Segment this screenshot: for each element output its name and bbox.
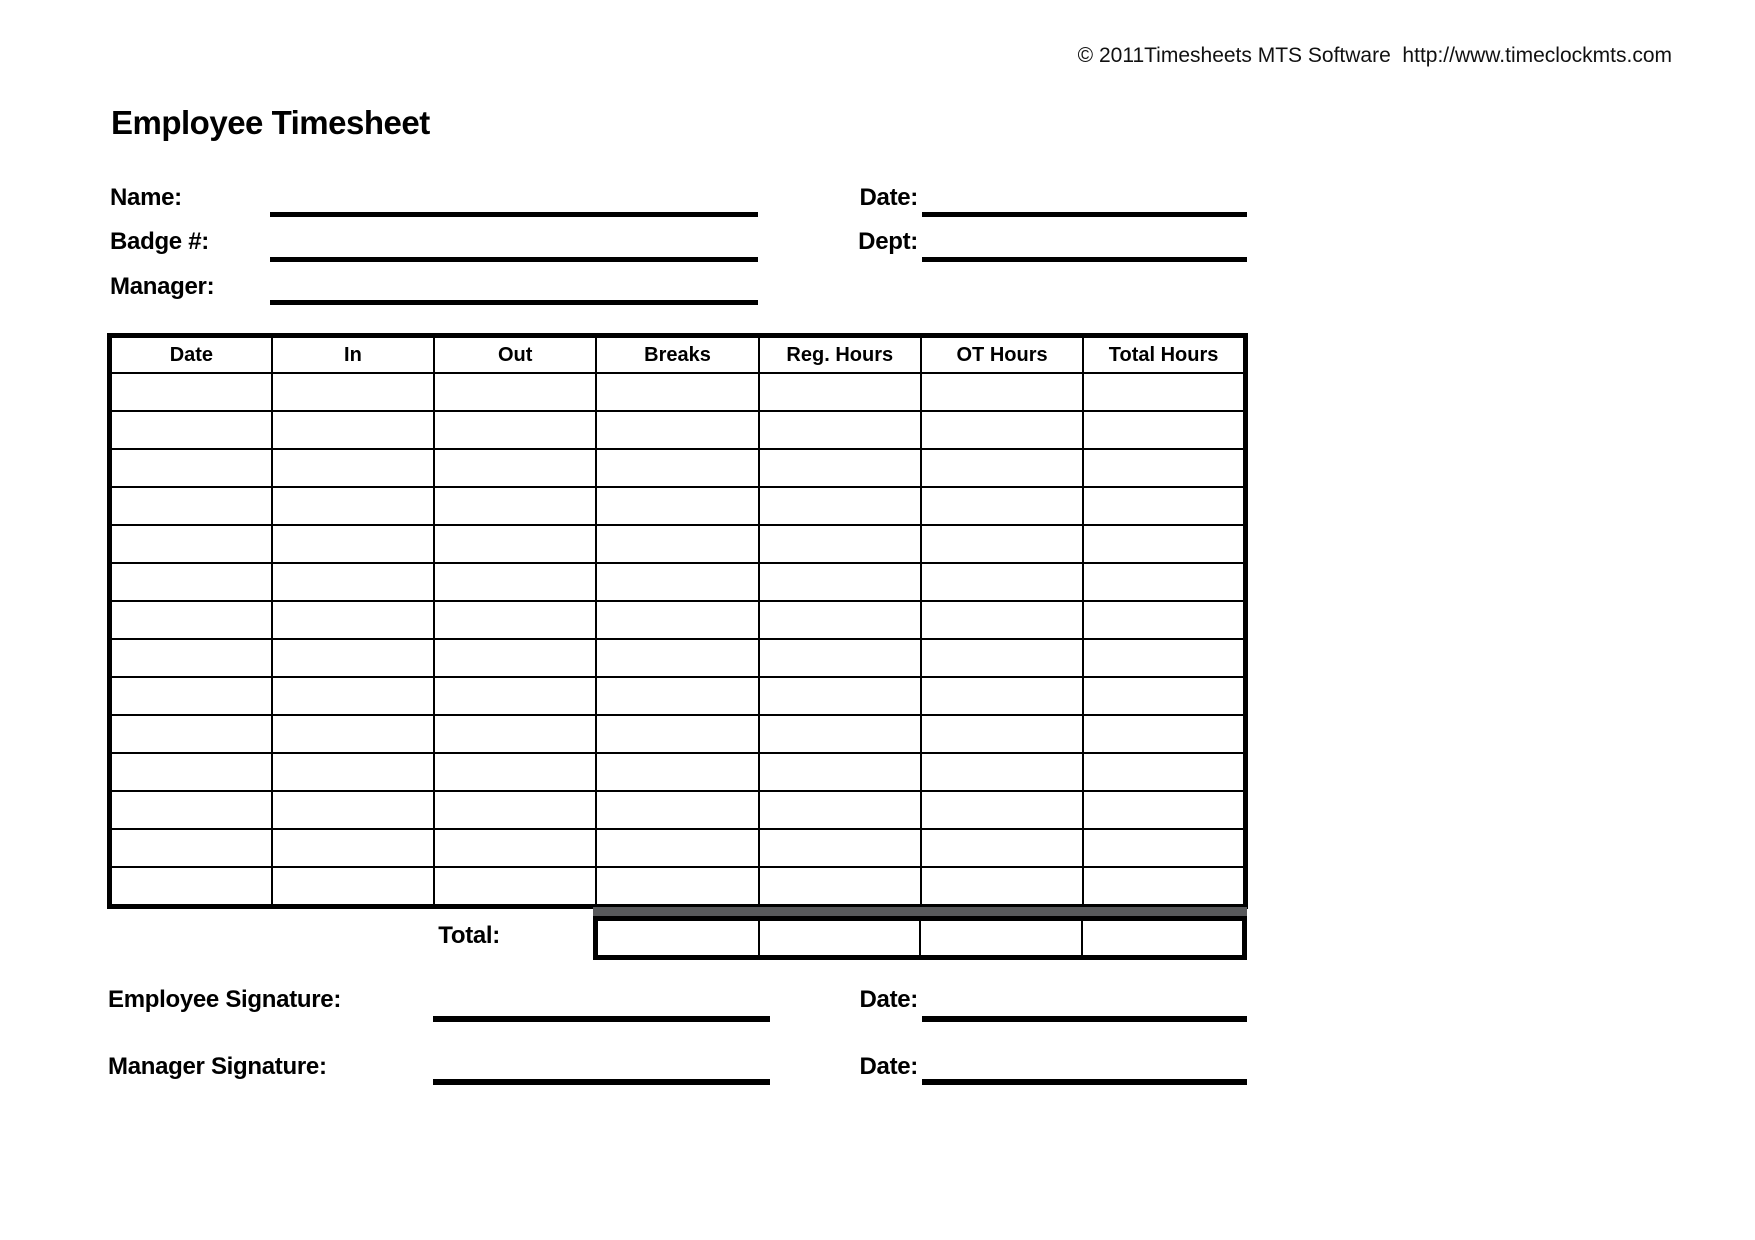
timesheet-cell[interactable] [110, 525, 272, 563]
timesheet-cell[interactable] [596, 753, 758, 791]
timesheet-cell[interactable] [110, 753, 272, 791]
badge-label: Badge #: [110, 228, 209, 255]
timesheet-cell[interactable] [272, 411, 434, 449]
timesheet-cell[interactable] [110, 487, 272, 525]
manager-input-line[interactable] [270, 300, 758, 305]
timesheet-cell[interactable] [596, 867, 758, 907]
timesheet-cell[interactable] [434, 411, 596, 449]
timesheet-cell[interactable] [434, 639, 596, 677]
timesheet-row [110, 677, 1246, 715]
timesheet-row [110, 487, 1246, 525]
timesheet-cell[interactable] [110, 829, 272, 867]
timesheet-cell[interactable] [596, 449, 758, 487]
timesheet-row [110, 829, 1246, 867]
timesheet-cell[interactable] [272, 601, 434, 639]
timesheet-cell[interactable] [434, 753, 596, 791]
timesheet-cell[interactable] [1083, 753, 1245, 791]
timesheet-cell[interactable] [759, 715, 921, 753]
timesheet-cell[interactable] [110, 677, 272, 715]
timesheet-row [110, 525, 1246, 563]
manager-label: Manager: [110, 273, 215, 300]
timesheet-cell[interactable] [434, 867, 596, 907]
timesheet-cell[interactable] [1083, 525, 1245, 563]
timesheet-cell[interactable] [1083, 563, 1245, 601]
column-header-breaks: Breaks [596, 336, 758, 374]
timesheet-cell[interactable] [434, 791, 596, 829]
badge-input-line[interactable] [270, 257, 758, 262]
timesheet-cell[interactable] [1083, 487, 1245, 525]
timesheet-cell[interactable] [596, 411, 758, 449]
column-header-total-hours: Total Hours [1083, 336, 1245, 374]
timesheet-row [110, 867, 1246, 907]
timesheet-cell[interactable] [921, 373, 1083, 411]
timesheet-cell[interactable] [434, 373, 596, 411]
timesheet-row [110, 791, 1246, 829]
page-title: Employee Timesheet [111, 104, 430, 141]
timesheet-cell[interactable] [921, 487, 1083, 525]
timesheet-cell[interactable] [272, 487, 434, 525]
timesheet-cell[interactable] [759, 563, 921, 601]
column-header-reg-hours: Reg. Hours [759, 336, 921, 374]
timesheet-cell[interactable] [272, 867, 434, 907]
timesheet-cell[interactable] [272, 525, 434, 563]
column-header-ot-hours: OT Hours [921, 336, 1083, 374]
timesheet-row [110, 753, 1246, 791]
timesheet-cell[interactable] [272, 449, 434, 487]
timesheet-cell[interactable] [434, 601, 596, 639]
timesheet-cell[interactable] [596, 373, 758, 411]
date-input-line[interactable] [922, 212, 1247, 217]
timesheet-cell[interactable] [110, 411, 272, 449]
timesheet-cell[interactable] [921, 601, 1083, 639]
column-header-in: In [272, 336, 434, 374]
timesheet-cell[interactable] [110, 373, 272, 411]
timesheet-cell[interactable] [110, 639, 272, 677]
timesheet-cell[interactable] [1083, 677, 1245, 715]
timesheet-cell[interactable] [272, 639, 434, 677]
employee-date-line[interactable] [922, 1016, 1247, 1022]
timesheet-cell[interactable] [110, 563, 272, 601]
timesheet-cell[interactable] [1083, 791, 1245, 829]
timesheet-cell[interactable] [596, 487, 758, 525]
manager-signature-line[interactable] [433, 1079, 770, 1085]
timesheet-cell[interactable] [759, 449, 921, 487]
timesheet-cell[interactable] [921, 411, 1083, 449]
timesheet-cell[interactable] [110, 791, 272, 829]
timesheet-cell[interactable] [434, 449, 596, 487]
timesheet-cell[interactable] [272, 677, 434, 715]
timesheet-cell[interactable] [1083, 715, 1245, 753]
timesheet-cell[interactable] [1083, 867, 1245, 907]
timesheet-cell[interactable] [1083, 373, 1245, 411]
timesheet-cell[interactable] [110, 601, 272, 639]
table-header-row [110, 336, 1246, 374]
timesheet-cell[interactable] [759, 373, 921, 411]
timesheet-cell[interactable] [596, 601, 758, 639]
timesheet-cell[interactable] [1083, 829, 1245, 867]
timesheet-cell[interactable] [272, 563, 434, 601]
employee-signature-line[interactable] [433, 1016, 770, 1022]
employee-date-label: Date: [859, 986, 918, 1013]
timesheet-row [110, 411, 1246, 449]
timesheet-cell[interactable] [434, 525, 596, 563]
total-cell[interactable] [758, 921, 920, 955]
timesheet-cell[interactable] [759, 487, 921, 525]
manager-signature-label: Manager Signature: [108, 1053, 327, 1080]
dept-label: Dept: [858, 228, 918, 255]
timesheet-cell[interactable] [759, 791, 921, 829]
timesheet-cell[interactable] [1083, 639, 1245, 677]
timesheet-cell[interactable] [921, 791, 1083, 829]
timesheet-cell[interactable] [759, 677, 921, 715]
timesheet-cell[interactable] [759, 639, 921, 677]
timesheet-cell[interactable] [1083, 601, 1245, 639]
timesheet-row [110, 449, 1246, 487]
timesheet-cell[interactable] [921, 753, 1083, 791]
total-row [593, 916, 1247, 960]
timesheet-cell[interactable] [434, 829, 596, 867]
manager-date-line[interactable] [922, 1079, 1247, 1085]
name-label: Name: [110, 184, 182, 211]
timesheet-row [110, 563, 1246, 601]
timesheet-row [110, 373, 1246, 411]
timesheet-cell[interactable] [596, 563, 758, 601]
timesheet-cell[interactable] [759, 829, 921, 867]
copyright-text: © 2011Timesheets MTS Software http://www.timeclockmts.com [1077, 44, 1672, 67]
timesheet-cell[interactable] [759, 525, 921, 563]
timesheet-cell[interactable] [921, 525, 1083, 563]
total-separator-bar [593, 907, 1247, 916]
total-cell[interactable] [598, 921, 758, 955]
timesheet-cell[interactable] [110, 715, 272, 753]
timesheet-cell[interactable] [921, 867, 1083, 907]
total-cell[interactable] [919, 921, 1081, 955]
timesheet-row [110, 715, 1246, 753]
manager-date-label: Date: [859, 1053, 918, 1080]
timesheet-cell[interactable] [110, 867, 272, 907]
timesheet-cell[interactable] [596, 677, 758, 715]
total-cell[interactable] [1081, 921, 1243, 955]
timesheet-cell[interactable] [759, 867, 921, 907]
timesheet-cell[interactable] [596, 829, 758, 867]
timesheet-cell[interactable] [596, 791, 758, 829]
timesheet-cell[interactable] [921, 639, 1083, 677]
timesheet-cell[interactable] [272, 373, 434, 411]
timesheet-cell[interactable] [434, 715, 596, 753]
column-header-date: Date [110, 336, 272, 374]
date-label: Date: [859, 184, 918, 211]
timesheet-cell[interactable] [272, 829, 434, 867]
timesheet-row [110, 639, 1246, 677]
timesheet-table [107, 333, 1248, 909]
timesheet-cell[interactable] [596, 525, 758, 563]
timesheet-cell[interactable] [921, 449, 1083, 487]
timesheet-cell[interactable] [434, 563, 596, 601]
timesheet-cell[interactable] [1083, 449, 1245, 487]
total-label: Total: [438, 922, 500, 949]
timesheet-cell[interactable] [759, 753, 921, 791]
timesheet-cell[interactable] [272, 791, 434, 829]
timesheet-cell[interactable] [596, 715, 758, 753]
timesheet-cell[interactable] [921, 563, 1083, 601]
timesheet-cell[interactable] [434, 677, 596, 715]
timesheet-cell[interactable] [110, 449, 272, 487]
timesheet-cell[interactable] [921, 715, 1083, 753]
timesheet-cell[interactable] [759, 601, 921, 639]
timesheet-cell[interactable] [1083, 411, 1245, 449]
timesheet-row [110, 601, 1246, 639]
timesheet-cell[interactable] [596, 639, 758, 677]
timesheet-cell[interactable] [272, 715, 434, 753]
timesheet-cell[interactable] [759, 411, 921, 449]
name-input-line[interactable] [270, 212, 758, 217]
dept-input-line[interactable] [922, 257, 1247, 262]
timesheet-cell[interactable] [272, 753, 434, 791]
timesheet-cell[interactable] [921, 829, 1083, 867]
timesheet-cell[interactable] [434, 487, 596, 525]
employee-signature-label: Employee Signature: [108, 986, 342, 1013]
column-header-out: Out [434, 336, 596, 374]
timesheet-cell[interactable] [921, 677, 1083, 715]
